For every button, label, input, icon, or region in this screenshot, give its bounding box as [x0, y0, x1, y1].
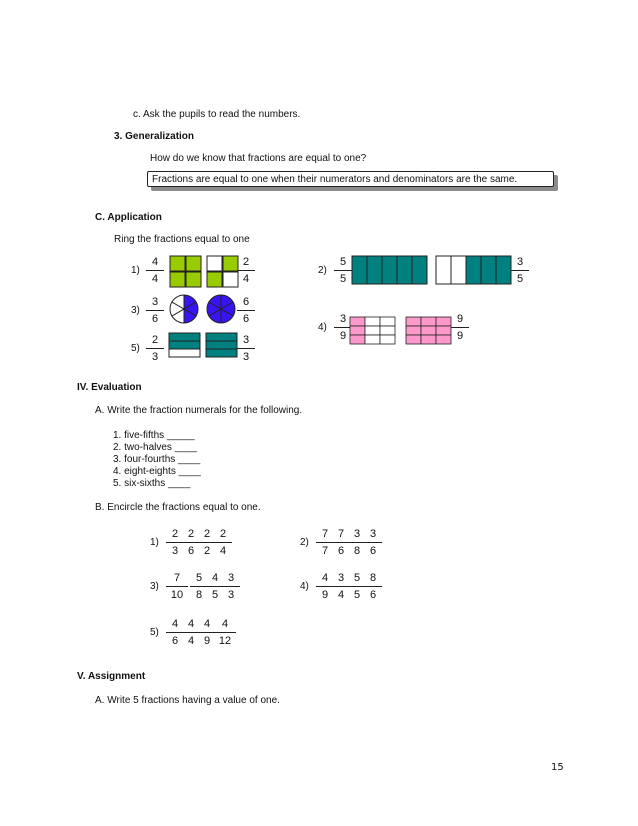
fraction: $\frac{2}{3}$	[146, 334, 164, 364]
application-heading: C. Application	[95, 212, 162, 223]
generalization-question: How do we know that fractions are equal to one?	[150, 153, 367, 164]
list-item: 2. two-halves ____	[113, 442, 197, 453]
step-c-text: c. Ask the pupils to read the numbers.	[133, 109, 301, 120]
fraction: $\frac{4}{9}$	[198, 618, 216, 648]
fraction: $\frac{5}{8}$	[190, 572, 208, 602]
fraction: $\frac{3}{4}$	[332, 572, 350, 602]
teal-strip-full	[352, 256, 428, 286]
fraction: $\frac{3}{3}$	[237, 334, 255, 364]
assignment-heading: V. Assignment	[77, 671, 146, 682]
fraction: $\frac{4}{5}$	[206, 572, 224, 602]
evaluation-heading: IV. Evaluation	[77, 382, 142, 393]
list-item: 1. five-fifths _____	[113, 430, 195, 441]
pink-grid-partial	[350, 317, 398, 345]
fraction: $\frac{2}{3}$	[166, 528, 184, 558]
fraction: $\frac{3}{8}$	[348, 528, 366, 558]
green-square-half	[207, 256, 239, 288]
list-item: 4. eight-eights ____	[113, 466, 201, 477]
item-label: 4)	[318, 322, 327, 333]
fraction: $\frac{7}{6}$	[332, 528, 350, 558]
fraction: $\frac{2}{4}$	[237, 256, 255, 286]
fraction: $\frac{3}{5}$	[511, 256, 529, 286]
teal-bar-full	[206, 333, 238, 359]
fraction: $\frac{6}{6}$	[237, 296, 255, 326]
fraction: $\frac{3}{6}$	[146, 296, 164, 326]
fraction: $\frac{4}{12}$	[214, 618, 236, 648]
fraction: $\frac{5}{5}$	[334, 256, 352, 286]
item-label: 3)	[131, 305, 140, 316]
fraction: $\frac{4}{9}$	[316, 572, 334, 602]
group-label: 5)	[150, 627, 159, 638]
fraction: $\frac{3}{9}$	[334, 313, 352, 343]
group-label: 1)	[150, 537, 159, 548]
item-label: 2)	[318, 265, 327, 276]
page-number: 15	[551, 762, 564, 773]
fraction: $\frac{8}{6}$	[364, 572, 382, 602]
evaluation-list	[113, 430, 201, 490]
fraction: $\frac{4}{4}$	[182, 618, 200, 648]
list-item: 5. six-sixths ____	[113, 478, 191, 489]
fraction: $\frac{7}{10}$	[166, 572, 188, 602]
group-label: 2)	[300, 537, 309, 548]
evaluation-part-b: B. Encircle the fractions equal to one.	[95, 502, 261, 513]
fraction: $\frac{2}{6}$	[182, 528, 200, 558]
teal-bar-partial	[169, 333, 201, 359]
generalization-heading: 3. Generalization	[114, 131, 195, 142]
fraction: $\frac{9}{9}$	[451, 313, 469, 343]
pink-grid-full	[406, 317, 454, 345]
fraction: $\frac{5}{5}$	[348, 572, 366, 602]
application-instruction: Ring the fractions equal to one	[114, 234, 250, 245]
group-label: 4)	[300, 581, 309, 592]
list-item: 3. four-fourths ____	[113, 454, 201, 465]
fraction: $\frac{4}{4}$	[146, 256, 164, 286]
fraction: $\frac{3}{6}$	[364, 528, 382, 558]
group-label: 3)	[150, 581, 159, 592]
green-square-full	[170, 256, 202, 288]
teal-strip-partial	[436, 256, 512, 286]
item-label: 1)	[131, 265, 140, 276]
generalization-answer-box: Fractions are equal to one when their numerators and denominators are the same.	[147, 171, 554, 187]
assignment-text: A. Write 5 fractions having a value of one.	[95, 695, 280, 706]
purple-circle-partial	[169, 294, 199, 324]
fraction: $\frac{2}{2}$	[198, 528, 216, 558]
purple-circle-full	[206, 294, 236, 324]
fraction: $\frac{2}{4}$	[214, 528, 232, 558]
evaluation-part-a: A. Write the fraction numerals for the following.	[95, 405, 303, 416]
fraction: $\frac{7}{7}$	[316, 528, 334, 558]
item-label: 5)	[131, 343, 140, 354]
fraction: $\frac{4}{6}$	[166, 618, 184, 648]
fraction: $\frac{3}{3}$	[222, 572, 240, 602]
